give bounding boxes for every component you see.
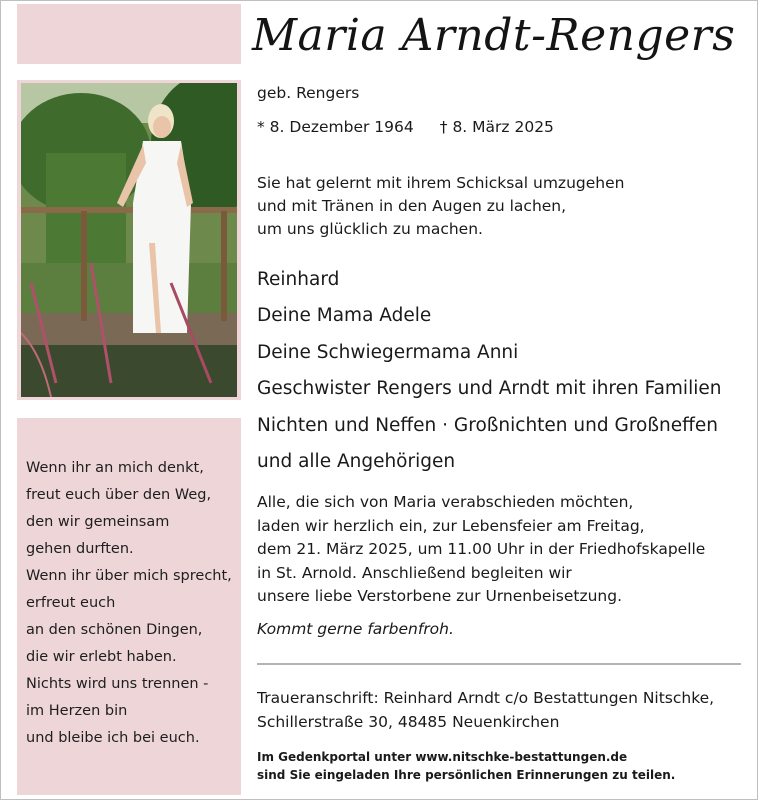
poem-line: im Herzen bin: [26, 703, 128, 719]
address-line: Traueranschrift: Reinhard Arndt c/o Bestattungen Nitschke,: [257, 689, 715, 707]
invitation-line: unsere liebe Verstorbene zur Urnenbeisetzung.: [257, 587, 622, 605]
mourner-line: Geschwister Rengers und Arndt mit ihren Familien: [257, 378, 722, 400]
deceased-name: Maria Arndt-Rengers: [252, 10, 736, 61]
life-dates: [257, 118, 554, 136]
memorial-portal-note: [257, 748, 675, 784]
portrait-photo: [17, 80, 241, 400]
birth-date: * 8. Dezember 1964: [257, 118, 414, 136]
poem-line: den wir gemeinsam: [26, 514, 170, 530]
ceremony-invitation: [257, 491, 705, 609]
mourner-line: Nichten und Neffen · Großnichten und Großneffen: [257, 414, 718, 436]
invitation-line: laden wir herzlich ein, zur Lebensfeier am Freitag,: [257, 516, 645, 535]
poem-line: die wir erlebt haben.: [26, 649, 177, 665]
invitation-line: dem 21. März 2025, um 11.00 Uhr in der Friedhofskapelle: [257, 540, 706, 558]
mourners-list: [257, 262, 721, 480]
mourner-line: Reinhard: [257, 269, 340, 290]
death-date: † 8. März 2025: [439, 118, 554, 136]
mourner-line: Deine Mama Adele: [257, 305, 432, 327]
address-line: Schillerstraße 30, 48485 Neuenkirchen: [257, 713, 560, 731]
poem-line: gehen durften.: [26, 541, 134, 557]
poem: [26, 455, 236, 752]
poem-line: Wenn ihr über mich sprecht,: [26, 568, 232, 584]
poem-line: freut euch über den Weg,: [26, 487, 212, 503]
quote-line: Sie hat gelernt mit ihrem Schicksal umzugehen: [257, 174, 625, 192]
dress-note: Kommt gerne farbenfroh.: [257, 620, 454, 638]
portal-line: Im Gedenkportal unter www.nitschke-bestattungen.de: [257, 750, 628, 764]
poem-line: Wenn ihr an mich denkt,: [26, 460, 204, 476]
memorial-quote: [257, 172, 624, 241]
mourning-address: [257, 686, 714, 734]
poem-line: erfreut euch: [26, 595, 116, 611]
birth-name: geb. Rengers: [257, 84, 360, 102]
poem-line: an den schönen Dingen,: [26, 622, 203, 638]
mourner-line: Deine Schwiegermama Anni: [257, 341, 519, 363]
invitation-line: in St. Arnold. Anschließend begleiten wir: [257, 563, 572, 582]
poem-line: Nichts wird uns trennen -: [26, 676, 209, 692]
mourner-line: und alle Angehörigen: [257, 451, 456, 473]
poem-line: und bleibe ich bei euch.: [26, 730, 200, 746]
quote-line: um uns glücklich zu machen.: [257, 220, 483, 238]
divider: [257, 663, 741, 665]
quote-line: und mit Tränen in den Augen zu lachen,: [257, 197, 567, 215]
portrait-image: [21, 83, 237, 397]
portal-line: sind Sie eingeladen Ihre persönlichen Erinnerungen zu teilen.: [257, 768, 676, 782]
invitation-line: Alle, die sich von Maria verabschieden möchten,: [257, 493, 634, 511]
decorative-header-panel: [17, 4, 241, 64]
